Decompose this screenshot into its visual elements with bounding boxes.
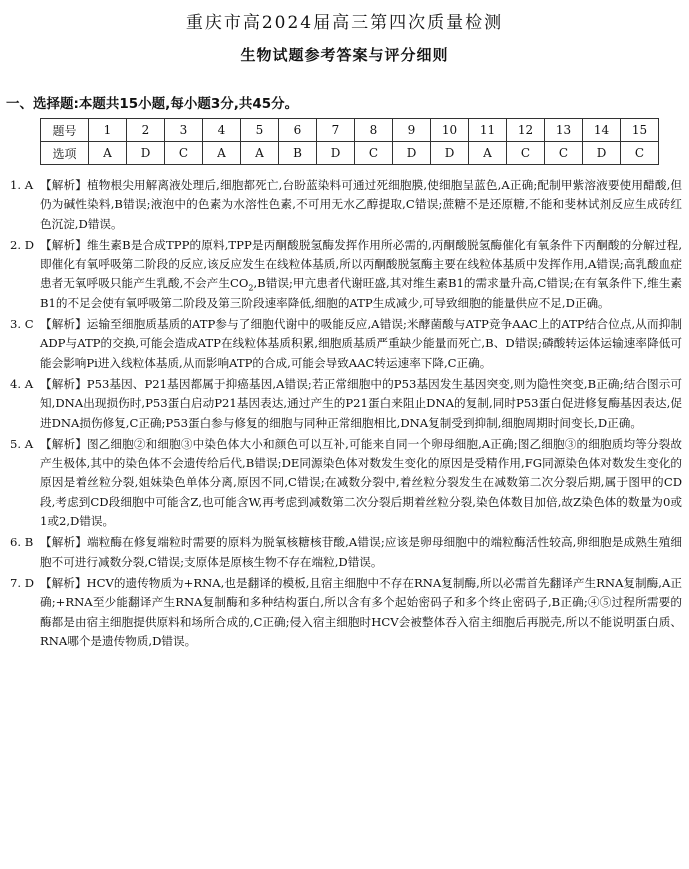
explanation-item-4 bbox=[4, 375, 682, 433]
explanation-item-6 bbox=[4, 533, 682, 572]
question-number: 15 bbox=[621, 119, 659, 142]
item-text: 【解析】HCV的遗传物质为+RNA,也是翻译的模板,且宿主细胞中不存在RNA复制酶,所以必需首先翻译产生RNA复制酶,A正确;+RNA至少能翻译产生RNA复制酶和多种结构蛋白,所以含有多个起始密码子和多个终止密码子,B正确;④⑤过程所需要的酶都是由宿主细胞提供原料和场所合成的,C正确;侵入宿主细胞时HCV会被整体吞入宿主细胞后再脱壳,所以不能说明蛋白质、RNA哪个是遗传物质,D错误。 bbox=[40, 575, 682, 648]
question-number: 7 bbox=[317, 119, 355, 142]
answer-option: D bbox=[431, 142, 469, 165]
item-number: 1. A bbox=[10, 178, 34, 192]
answer-option: C bbox=[545, 142, 583, 165]
item-number: 6. B bbox=[10, 535, 34, 550]
answer-option: A bbox=[241, 142, 279, 165]
row-label: 题号 bbox=[41, 119, 89, 142]
question-number: 3 bbox=[165, 119, 203, 142]
item-text-part-a: 【解析】维生素B是合成TPP的原料,TPP是丙酮酸脱氢酶发挥作用所必需的,丙酮酸脱氢酶催化有氧条件下丙酮酸的分解过程,即催化有氧呼吸第二阶段的反应,该反应发生在线粒体基质,所以丙酮酸脱氢酶主要在线粒体基质中发挥作用,A错误;高乳酸血症患者无氧呼吸只能产生乳酸,不会产生CO bbox=[40, 237, 682, 291]
answer-option: A bbox=[469, 142, 507, 165]
answer-option: A bbox=[89, 142, 127, 165]
explanation-item-5 bbox=[4, 435, 682, 531]
row-label: 选项 bbox=[41, 142, 89, 165]
question-number: 8 bbox=[355, 119, 393, 142]
section-heading: 一、选择题:本题共15小题,每小题3分,共45分。 bbox=[6, 96, 299, 112]
answer-option: A bbox=[203, 142, 241, 165]
answer-option: C bbox=[507, 142, 545, 165]
question-number: 2 bbox=[127, 119, 165, 142]
explanation-item-1 bbox=[4, 176, 682, 234]
answer-option: D bbox=[317, 142, 355, 165]
item-number: 2. D bbox=[10, 237, 35, 252]
item-text: 【解析】图乙细胞②和细胞③中染色体大小和颜色可以互补,可能来自同一个卵母细胞,A正确;图乙细胞③的细胞质均等分裂故产生极体,其中的染色体不会遗传给后代,B错误;DE同源染色体对数发生变化的原因是受精作用,FG同源染色体对数发生变化的原因是着丝粒分裂,姐妹染色单体分离,原因不同,C错误;在减数分裂中,着丝粒分裂发生在减数第二次分裂后期,属于图甲的CD段,考虑到CD段细胞中可能含Z,也可能含W,再考虑到减数第二次分裂后期着丝粒分裂,染色体数目加倍,故Z染色体的数量为0或1或2,D错误。 bbox=[40, 436, 682, 529]
question-number: 1 bbox=[89, 119, 127, 142]
question-number: 14 bbox=[583, 119, 621, 142]
item-number: 3. C bbox=[10, 317, 34, 332]
answer-option: D bbox=[393, 142, 431, 165]
question-number-row bbox=[41, 119, 659, 142]
explanation-item-7 bbox=[4, 574, 682, 651]
explanation-list bbox=[4, 176, 682, 653]
item-text: 【解析】端粒酶在修复端粒时需要的原料为脱氧核糖核苷酸,A错误;应该是卵母细胞中的端粒酶活性较高,卵细胞是成熟生殖细胞不可进行减数分裂,C错误;支原体是原核生物不存在端粒,D错误。 bbox=[40, 535, 682, 569]
document-title: 重庆市高2024届高三第四次质量检测 bbox=[185, 13, 504, 33]
answer-option: D bbox=[127, 142, 165, 165]
answer-option: C bbox=[355, 142, 393, 165]
answer-option: C bbox=[621, 142, 659, 165]
question-number: 9 bbox=[393, 119, 431, 142]
question-number: 12 bbox=[507, 119, 545, 142]
question-number: 6 bbox=[279, 119, 317, 142]
item-number: 7. D bbox=[10, 575, 35, 590]
answer-row bbox=[41, 142, 659, 165]
explanation-item-3 bbox=[4, 315, 682, 373]
explanation-item-2 bbox=[4, 236, 682, 313]
question-number: 11 bbox=[469, 119, 507, 142]
item-text: 【解析】运输至细胞质基质的ATP参与了细胞代谢中的吸能反应,A错误;米酵菌酸与ATP竞争AAC上的ATP结合位点,从而抑制ADP与ATP的交换,可能会造成ATP在线粒体基质积累,细胞质基质严重缺少能量而死亡,B、D错误;磷酸转运体运输速率降低可能会影响Pi进入线粒体基质,从而影响ATP的合成,可能会导致AAC转运速率下降,C正确。 bbox=[40, 317, 682, 370]
item-number: 4. A bbox=[10, 376, 34, 391]
answer-option: D bbox=[583, 142, 621, 165]
answer-option: B bbox=[279, 142, 317, 165]
question-number: 5 bbox=[241, 119, 279, 142]
subscript: 2 bbox=[248, 283, 254, 293]
item-text: 【解析】植物根尖用解离液处理后,细胞都死亡,台盼蓝染料可通过死细胞膜,使细胞呈蓝色,A正确;配制甲紫溶液要使用醋酸,但仍为碱性染料,B错误;液泡中的色素为水溶性色素,不可用无水乙醇提取,C错误;蔗糖不是还原糖,不能和斐林试剂反应生成砖红色沉淀,D错误。 bbox=[40, 178, 682, 231]
document-subtitle: 生物试题参考答案与评分细则 bbox=[240, 46, 449, 64]
question-number: 13 bbox=[545, 119, 583, 142]
question-number: 10 bbox=[431, 119, 469, 142]
item-number: 5. A bbox=[10, 436, 34, 451]
answer-table bbox=[40, 118, 659, 165]
answer-option: C bbox=[165, 142, 203, 165]
question-number: 4 bbox=[203, 119, 241, 142]
item-text: 【解析】P53基因、P21基因都属于抑癌基因,A错误;若正常细胞中的P53基因发生基因突变,则为隐性突变,B正确;结合图示可知,DNA出现损伤时,P53蛋白启动P21基因表达,通过产生的P21蛋白来阻止DNA的复制,同时P53蛋白促进修复酶基因表达,促进DNA损伤修复,C正确;P53蛋白参与修复的细胞与同种正常细胞相比,DNA复制受到抑制,细胞周期时间变长,D正确。 bbox=[40, 376, 682, 430]
item-text-part-b: ,B错误;甲亢患者代谢旺盛,其对维生素B1的需求量升高,C错误;在有氧条件下,维生素B1的不足会使有氧呼吸第二阶段及第三阶段速率降低,细胞的ATP生成减少,可导致细胞的能量供应不足,D正确。 bbox=[40, 276, 683, 310]
